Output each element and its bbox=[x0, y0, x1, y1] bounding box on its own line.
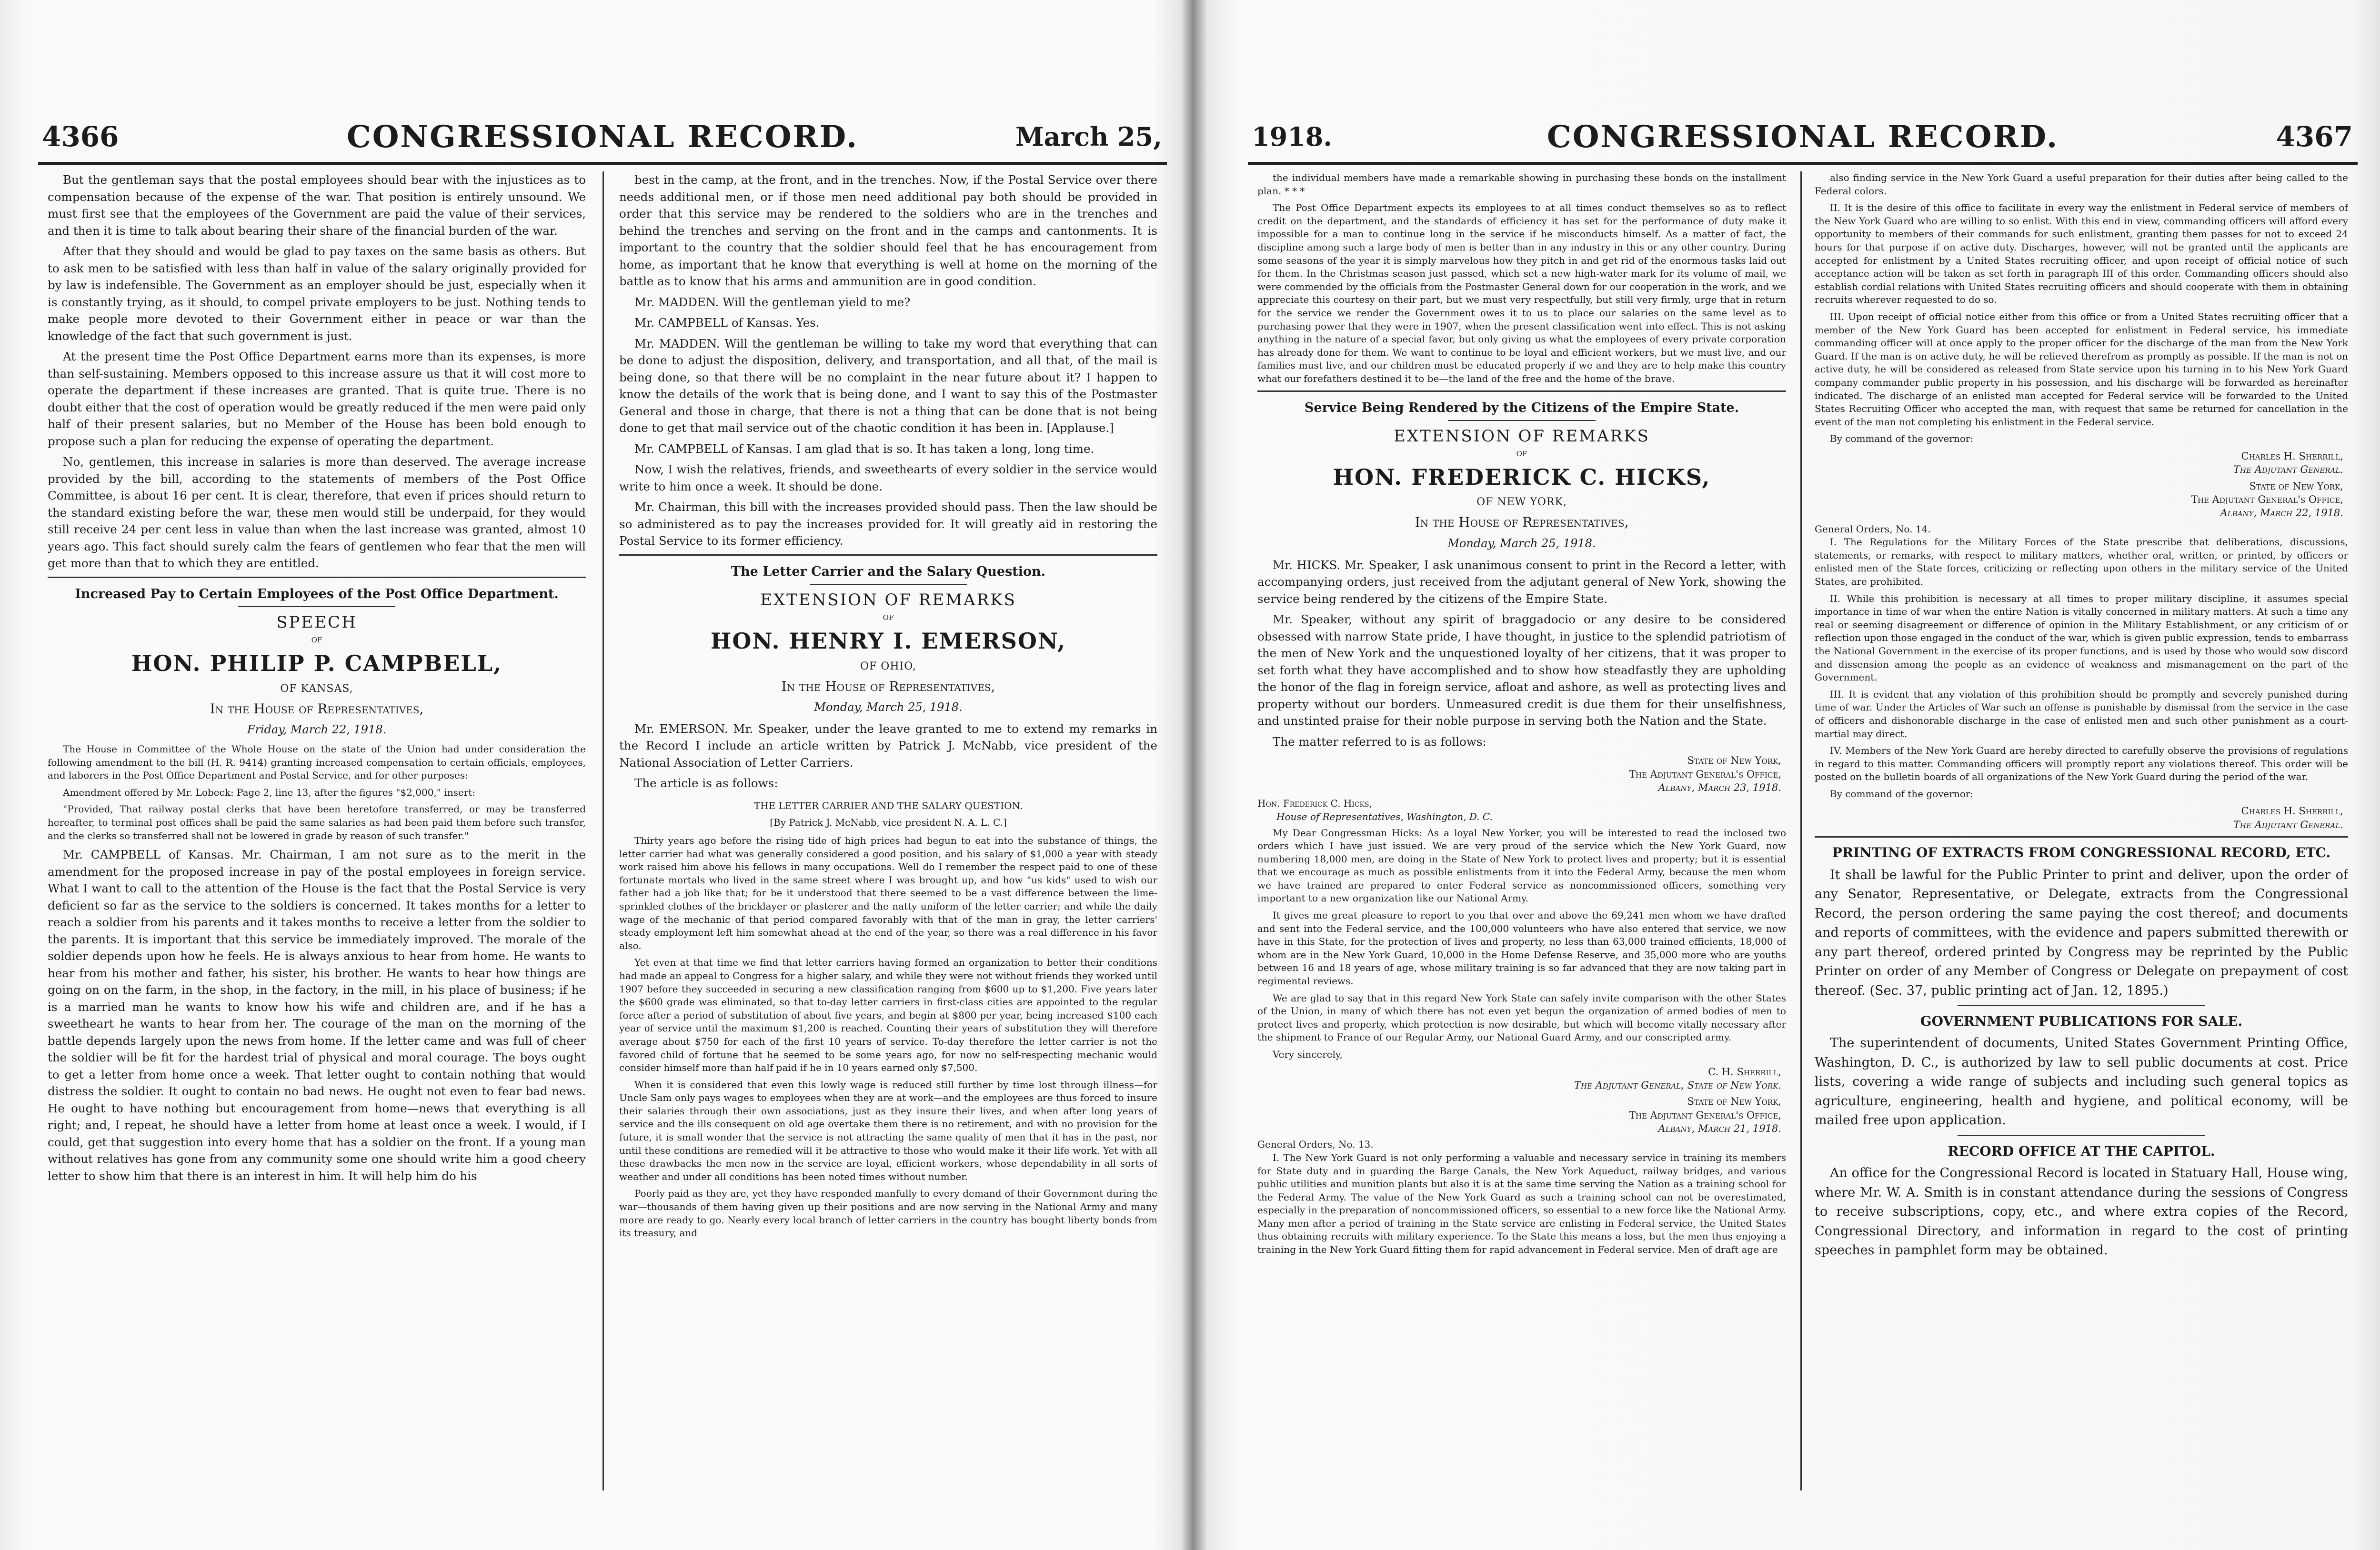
house-label: In the House of Representatives, bbox=[1415, 514, 1629, 530]
right-page-header bbox=[1248, 117, 2358, 160]
letter-heading-line: The Adjutant General's Office, bbox=[1628, 1109, 1781, 1121]
paragraph: It shall be lawful for the Public Printer to print and deliver, upon the order of any Senator, Representative, or Delegate, extracts from the Congressional Record, the person ordering the same paying the cost thereof; and documents and reports of committees, with the evidence and papers submitted therewith or any part thereof, ordered printed by Congress may be reprinted by the Public Printer on order of any Member of Congress or Delegate on prepayment of cost thereof. (Sec. 37, public printing act of Jan. 12, 1895.) bbox=[1815, 867, 2348, 998]
paragraph: Mr. Chairman, this bill with the increases provided should pass. Then the law should be so administered as to pay the increases provided for. It will greatly aid in restoring the Postal Service to its former efficiency. bbox=[619, 500, 1157, 548]
divider bbox=[810, 584, 967, 585]
signature-name: Charles H. Sherrill, bbox=[2241, 805, 2343, 817]
paragraph: Mr. HICKS. Mr. Speaker, I ask unanimous consent to print in the Record a letter, with accompanying orders, just received from the adjutant general of New York, showing the service being rendered by the citizens of the Empire State. bbox=[1257, 558, 1786, 606]
paragraph: The article is as follows: bbox=[634, 776, 778, 790]
paragraph: By command of the governor: bbox=[1830, 788, 1974, 800]
paragraph: Poorly paid as they are, yet they have responded manfully to every demand of their Government during the war—thousands of them having given up their positions and are now serving in the National Army and many more are ready to go. Nearly every local branch of letter carriers in the country has bought liberty bonds from its treasury, and bbox=[619, 1188, 1157, 1239]
remarks-kind: SPEECH bbox=[276, 612, 357, 632]
section-title: Service Being Rendered by the Citizens of the Empire State. bbox=[1304, 400, 1739, 415]
paragraph: Mr. EMERSON. Mr. Speaker, under the leave granted to me to extend my remarks in the Record I include an article written by Patrick J. McNabb, vice president of the National Association of Letter Carriers. bbox=[619, 721, 1157, 770]
paragraph: II. It is the desire of this office to facilitate in every way the enlistment in Federal service of members of the New York Guard who are willing to so enlist. With this end in view, commanding officers will afford every opportunity to members of their commands for such enlistment, granting them passes for not to exceed 24 hours for that purpose if on active duty. Discharges, however, will not be granted until the applicants are accepted for enlistment by a United States recruiting officer, and upon receipt of official notice of such acceptance action will be taken as set forth in paragraph III of this order. Commanding officers should also establish cordial relations with United States recruiting officers and should cooperate with them in obtaining recruits wherever requested to do so. bbox=[1815, 202, 2348, 306]
speech-date: Friday, March 22, 1918. bbox=[247, 723, 387, 737]
notice-title: GOVERNMENT PUBLICATIONS FOR SALE. bbox=[1920, 1013, 2243, 1030]
letter-heading-line: Albany, March 21, 1918. bbox=[1658, 1122, 1781, 1134]
paragraph: By command of the governor: bbox=[1830, 433, 1974, 445]
paragraph: Mr. CAMPBELL of Kansas. Yes. bbox=[634, 316, 820, 330]
paragraph: the individual members have made a remarkable showing in purchasing these bonds on the installment plan. * * * bbox=[1257, 172, 1786, 197]
letter-signature bbox=[1819, 450, 2343, 477]
paragraph: The superintendent of documents, United States Government Printing Office, Washington, D. C., is authorized by law to sell public documents at cost. Price lists, covering a wide range of subjects and including such general topics as agriculture, engineering, health and hygiene, and political economy, will be mailed free upon application. bbox=[1815, 1036, 2348, 1128]
newspaper-title: CONGRESSIONAL RECORD. bbox=[1546, 119, 2059, 155]
paragraph: No, gentlemen, this increase in salaries is more than deserved. The average increase provided by the bill, according to the statements of members of the Post Office Committee, is about 16 per cent. It is clear, therefore, that even if prices should return to the standard existing before the war, these men would still be underpaid, for they would still receive 24 per cent less in value than when the last increase was granted, almost 10 years ago. This fact should surely calm the fears of gentlemen who fear that the men will get more than that to which they are entitled. bbox=[48, 455, 586, 570]
paragraph: My Dear Congressman Hicks: As a loyal New Yorker, you will be interested to read the inclosed two orders which I have just issued. We are very proud of the service which the New York Guard, now numbering 18,000 men, are doing in the State of New York to protect lives and property; but it is essential that we encourage as much as possible enlistments from it into the Federal Army, because the men whom we have trained are prepared to enter Federal service as noncommissioned officers, something very important to a new organization like our National Army. bbox=[1257, 827, 1786, 904]
letter-heading-line: State of New York, bbox=[1687, 755, 1781, 767]
speaker-state: OF OHIO, bbox=[860, 660, 916, 672]
speaker-name: HON. FREDERICK C. HICKS, bbox=[1333, 464, 1711, 490]
signature-name: C. H. Sherrill, bbox=[1708, 1066, 1781, 1078]
right-page bbox=[1248, 71, 2358, 1500]
left-page bbox=[38, 71, 1167, 1500]
speaker-name: HON. PHILIP P. CAMPBELL, bbox=[131, 650, 502, 676]
paragraph: Mr. MADDEN. Will the gentleman be willing to take my word that everything that can be done to adjust the disposition, delivery, and transportation, and all that, of the mail is being done, so that there will be no complaint in the near future about it? I happen to know the details of the work that is being done, and I want to say this of the Postmaster General and those in charge, that there is not a thing that can be done that is not being done to get that mail service out of the chaotic condition it has been in. [Applause.] bbox=[619, 336, 1157, 435]
signature-name: Charles H. Sherrill, bbox=[2241, 450, 2343, 462]
right-column-1 bbox=[1257, 171, 1786, 1490]
notice-title: PRINTING OF EXTRACTS FROM CONGRESSIONAL RECORD, ETC. bbox=[1832, 845, 2331, 861]
divider bbox=[619, 554, 1157, 556]
paragraph: An office for the Congressional Record is located in Statuary Hall, House wing, where Mr. W. A. Smith is in constant attendance during the sessions of Congress to receive subscriptions, copy, etc., and where extra copies of the Record, Congressional Directory, and information in regard to the cost of printing speeches in pamphlet form may be obtained. bbox=[1815, 1166, 2348, 1258]
paragraph: The matter referred to is as follows: bbox=[1273, 734, 1486, 749]
of-label: OF bbox=[311, 636, 322, 645]
letter-signature bbox=[1819, 804, 2343, 831]
remarks-kind: EXTENSION OF REMARKS bbox=[1394, 426, 1650, 446]
column-separator bbox=[603, 171, 604, 1490]
left-column-1 bbox=[48, 171, 586, 1490]
general-orders-label: General Orders, No. 14. bbox=[1815, 523, 1931, 535]
divider bbox=[1257, 390, 1786, 392]
signature-title: The Adjutant General, State of New York. bbox=[1574, 1079, 1781, 1091]
newspaper-title: CONGRESSIONAL RECORD. bbox=[346, 119, 859, 155]
letter-heading-line: The Adjutant General's Office, bbox=[1628, 768, 1781, 780]
divider bbox=[1958, 1005, 2205, 1006]
house-label: In the House of Representatives, bbox=[210, 700, 424, 717]
paragraph: After that they should and would be glad to pay taxes on the same basis as others. But to ask men to be satisfied with less than half in value of the salary originally provided for by law is indefensible. The Government as an employer should be just, especially when it is constantly trying, as it should, to compel private employers to be just. Nothing tends to make people more devoted to their Government either in peace or war than the knowledge of the fact that such government is just. bbox=[48, 244, 586, 343]
paragraph: best in the camp, at the front, and in the trenches. Now, if the Postal Service over there needs additional men, or if those men need additional pay both should be provided in order that this service may be rendered to the soldiers who are in the trenches and behind the trenches and serving on the front and in the camps and cantonments. It is important to the country that the soldier should feel that he has encouragement from home, as important that he know that everything is well at home on the morning of the battle as to know that his arms and ammunition are in good condition. bbox=[619, 173, 1157, 289]
of-label: OF bbox=[1516, 449, 1527, 458]
of-label: OF bbox=[883, 613, 894, 622]
speaker-state: OF KANSAS, bbox=[280, 682, 353, 695]
letter-signature bbox=[1262, 1065, 1781, 1092]
paragraph: Mr. Speaker, without any spirit of braggadocio or any desire to be considered obsessed with narrow State pride, I have thought, in justice to the splendid patriotism of the men of New York and the unquestioned loyalty of her citizens, that it was proper to set forth what they have accomplished and to show how steadfastly they are upholding the honor of the flag in foreign service, afloat and ashore, as well as protecting lives and property without our borders. Unmeasured credit is due them for their unselfishness, and unstinted praise for their noble purpose in serving both the Nation and the State. bbox=[1257, 612, 1786, 728]
section-title: The Letter Carrier and the Salary Question. bbox=[731, 564, 1046, 579]
left-column-2 bbox=[619, 171, 1157, 1490]
letter-heading-line: State of New York, bbox=[2249, 480, 2343, 492]
paragraph: III. It is evident that any violation of this prohibition should be promptly and severely punished during time of war. Under the Articles of War such an offense is punishable by dismissal from the service in the case of officers and dishonorable discharge in the case of enlisted men and such other punishment as a court-martial may direct. bbox=[1815, 688, 2348, 740]
letter-heading-line: Albany, March 23, 1918. bbox=[1658, 781, 1781, 793]
letter-heading-line: The Adjutant General's Office, bbox=[2190, 493, 2343, 505]
paragraph: Very sincerely, bbox=[1273, 1049, 1343, 1060]
paragraph: At the present time the Post Office Department earns more than its expenses, is more than self-sustaining. Members opposed to this increase assure us that it will cost more to operate the department if these increases are granted. That is quite true. There is no doubt either that the cost of operation would be greatly reduced if the men were paid only half of their present salaries, but no Member of the House has been bold enough to propose such a plan for reducing the expense of operating the department. bbox=[48, 350, 586, 448]
header-rule bbox=[1248, 162, 2358, 165]
general-orders-label: General Orders, No. 13. bbox=[1257, 1139, 1374, 1150]
speaker-state: OF NEW YORK, bbox=[1476, 496, 1567, 509]
header-date: March 25, bbox=[1015, 121, 1162, 152]
divider bbox=[1815, 836, 2348, 838]
left-page-header bbox=[38, 117, 1167, 160]
right-column-2 bbox=[1815, 171, 2348, 1490]
divider bbox=[48, 577, 586, 578]
header-date: 1918. bbox=[1252, 121, 1333, 152]
letter-address: House of Representatives, Washington, D. C. bbox=[1276, 810, 1493, 822]
divider bbox=[1448, 420, 1596, 421]
paragraph: When it is considered that even this lowly wage is reduced still further by time lost through illness—for Uncle Sam only pays wages to employees when they are at work—and the employees are thus forced to insure their salaries through their own associations, just as they insure their lives, and when after long years of service and the ills consequent on old age overtake them there is no retirement, and with no provision for the future, it is small wonder that the service is not attracting the same quality of men that it has in the past, nor until these conditions are remedied will it be attractive to those who would make it their life work. Yet with all these drawbacks the men now in the service are loyal, efficient workers, whose dependability in all sorts of weather and under all conditions has been noted times without number. bbox=[619, 1079, 1157, 1182]
paragraph: The Post Office Department expects its employees to at all times conduct themselves so as to reflect credit on the department, and the standards of efficiency it has set for the performance of duty make it impossible for a man to continue long in the service if he misconducts himself. As a matter of fact, the discipline among such a large body of men is better than in any industry in this or any other country. During some seasons of the year it is simply marvelous how they pitch in and get rid of the enormous tasks laid out for them. In the Christmas season just passed, which set a new high-water mark for its volume of mail, we were commended by the officials from the Postmaster General down for our cooperation in the work, and we appreciate this courtesy on their part, but we must very respectfully, but still very firmly, urge that in return for the service we render the Government owes it to us to place our salaries on the same level as to purchasing power that they were in 1907, when the present classification went into effect. This is not asking anything in the nature of a special favor, but only giving us what the employees of every private corporation has already done for them. We want to continue to be loyal and efficient workers, but we must live, and our families must live, and our children must be educated properly if we and they are to help make this country what our forefathers destined it to be—the land of the free and the home of the brave. bbox=[1257, 202, 1786, 384]
paragraph: Thirty years ago before the rising tide of high prices had begun to eat into the substance of things, the letter carrier had what was generally considered a good position, and his salary of $1,000 a year with steady work raised him above his fellows in many occupations. Well do I remember the respect paid to one of these fortunate mortals who lived in the same street where I was brought up, and how "us kids" used to wish our father had a job like that; for be it understood that there seemed to be a vast difference between the lime-sprinkled clothes of the bricklayer or plasterer and the natty uniform of the letter carrier; and while the daily wage of the mechanic of that period compared favorably with that of the man in gray, the letter carriers' steady employment left him somewhat ahead at the end of the year, so there was a real difference in his favor also. bbox=[619, 835, 1157, 951]
signature-title: The Adjutant General. bbox=[2233, 464, 2343, 476]
article-byline: [By Patrick J. McNabb, vice president N. A. L. C.] bbox=[770, 817, 1007, 828]
house-label: In the House of Representatives, bbox=[781, 678, 995, 694]
paragraph: Amendment offered by Mr. Lobeck: Page 2, line 13, after the figures "$2,000," insert: bbox=[63, 786, 476, 798]
article-title: THE LETTER CARRIER AND THE SALARY QUESTION. bbox=[753, 800, 1023, 811]
speaker-name: HON. HENRY I. EMERSON, bbox=[710, 628, 1066, 654]
letter-heading bbox=[1819, 480, 2343, 520]
divider bbox=[238, 606, 395, 607]
paragraph: We are glad to say that in this regard New York State can safely invite comparison with the other States of the Union, in many of which there has not even yet begun the organization of armed bodies of men to protect lives and property, which protection is now desirable, but which will become vitally necessary after the shipment to France of our Regular Army, our National Guard Army, and our conscripted army. bbox=[1257, 992, 1786, 1043]
speech-date: Monday, March 25, 1918. bbox=[814, 700, 963, 714]
paragraph: Yet even at that time we find that letter carriers having formed an organization to better their conditions had made an appeal to Congress for a higher salary, and while they were not without friends they worked until 1907 before they succeeded in securing a new classification ranging from $600 up to $1,200. Five years later the $600 grade was eliminated, so that to-day letter carriers in first-class cities are appointed to the regular force after a period of substitution of about five years, and begin at $800 per year, being increased $100 each year of service until the maximum $1,200 is reached. Counting their years of substitution they will therefore average about $750 for each of the first 10 years of service. To-day therefore the letter carrier is not the favored child of fortune that he seemed to be some years ago, for now no self-respecting mechanic would consider himself more than half paid if he in 10 years earned only $7,500. bbox=[619, 957, 1157, 1074]
speech-date: Monday, March 25, 1918. bbox=[1447, 536, 1596, 550]
column-separator bbox=[1800, 171, 1802, 1490]
paragraph: IV. Members of the New York Guard are hereby directed to carefully observe the provisions of regulations in regard to this matter. Commanding officers will promptly report any violations thereof. This order will be posted on the bulletin boards of all organizations of the New York Guard during the period of the war. bbox=[1815, 745, 2348, 783]
signature-title: The Adjutant General. bbox=[2233, 819, 2343, 830]
letter-heading bbox=[1262, 754, 1781, 794]
paragraph: II. While this prohibition is necessary at all times to proper military discipline, it assumes special importance in time of war when the entire Nation is vitally concerned in military matters. At such a time any real or seeming disagreement or difference of opinion in the Military Establishment, or any criticism of or reflection upon those engaged in the conduct of the war, which is given public expression, tends to embarrass the National Government in the exercise of its proper functions, and is used by those who would sow discord and dissension among the people as an evidence of weakness and mismanagement on the part of the Government. bbox=[1815, 592, 2348, 683]
paragraph: Mr. MADDEN. Will the gentleman yield to me? bbox=[634, 295, 911, 309]
letter-address: Hon. Frederick C. Hicks, bbox=[1257, 798, 1372, 810]
letter-heading-line: Albany, March 22, 1918. bbox=[2220, 507, 2343, 519]
remarks-kind: EXTENSION OF REMARKS bbox=[760, 590, 1016, 610]
paragraph: "Provided, That railway postal clerks that have been heretofore transferred, or may be transferred hereafter, to terminal post offices shall be paid the same salaries as had been paid them before such transfer, and the clerks so transferred shall not be lowered in grade by reason of such transfer." bbox=[48, 803, 586, 841]
header-rule bbox=[38, 162, 1167, 165]
paragraph: Mr. CAMPBELL of Kansas. I am glad that is so. It has taken a long, long time. bbox=[634, 441, 1095, 456]
paragraph: III. Upon receipt of official notice either from this office or from a United States recruiting officer that a member of the New York Guard has been accepted for enlistment in Federal service, his immediate commanding officer will at once apply to the proper officer for the discharge of the man from the New York Guard. If the man is on active duty, he will be relieved therefrom as promptly as possible. If the man is not on active duty, he will be considered as released from State service upon his turning in to his New York Guard company commander public property in his possession, and his discharge will be forwarded as hereinafter indicated. The discharge of an enlisted man accepted for Federal service will be forwarded to the United States Recruiting Officer who accepted the man, with request that same be returned for cancellation in the event of the man not completing his enlistment in the Federal service. bbox=[1815, 310, 2348, 428]
paragraph: I. The Regulations for the Military Forces of the State prescribe that deliberations, discussions, statements, or remarks, with respect to military matters, whether oral, written, or printed, by officers or enlisted men of the State forces, criticizing or reflecting upon others in the military service of the United States, are prohibited. bbox=[1815, 536, 2348, 587]
letter-heading bbox=[1262, 1095, 1781, 1135]
paragraph: Now, I wish the relatives, friends, and sweethearts of every soldier in the service would write to him once a week. It should be done. bbox=[619, 462, 1157, 493]
paragraph: I. The New York Guard is not only performing a valuable and necessary service in training its members for State duty and in guarding the Barge Canals, the New York Aqueduct, railway bridges, and various public utilities and munition plants but also it is at the same time serving the Nation as a training school for the Federal Army. The value of the New York Guard as such a training school can not be overestimated, especially in the preparation of noncommissioned officers, so essential to a new force like the National Army. Many men after a period of training in the State service are enlisting in Federal service, the United States thus obtaining recruits with military experience. To the State this means a loss, but the men thus enjoying a training in the New York Guard fitting them for rapid advancement in Federal service. Men of draft age are bbox=[1257, 1151, 1786, 1256]
divider bbox=[1958, 1135, 2205, 1136]
paragraph: also finding service in the New York Guard a useful preparation for their duties after being called to the Federal colors. bbox=[1815, 172, 2348, 197]
page-number: 4367 bbox=[2276, 120, 2353, 153]
paragraph: Mr. CAMPBELL of Kansas. Mr. Chairman, I am not sure as to the merit in the amendment for the proposed increase in pay of the postal employees in foreign service. What I want to call to the attention of the House is the fact that the Postal Service is very deficient so far as the service to the soldiers is concerned. It takes months for a letter to reach a soldier from his parents and it takes months to receive a letter from the soldier to the parents. It is important that this service be immediately improved. The morale of the soldier depends upon how he feels. He is always anxious to hear from home. He wants to hear from his mother and father, his sister, his brother. He wants to hear how things are going on on the farm, in the shop, in the factory, in the mill, in his place of business; if he is a married man he wants to know how his wife and children are, and if he has a sweetheart he wants to hear from her. The courage of the man on the morning of the battle depends largely upon the news from home. If the letter came and was full of cheer the soldier will be fit for the hardest trial of physical and moral courage. The boys ought to get a letter from home once a week. That letter ought to contain nothing that would distress the soldier. It ought to contain no bad news. He ought not even to fear bad news. He ought to have nothing but encouragement from home—news that everything is all right; and, I repeat, he should have a letter from home at least once a week. I would, if I could, get that suggestion into every home that has a soldier on the front. If a young man without relatives has gone from any community some one should write him a good cheery letter to show him that there is an interest in him. It will help him do his bbox=[48, 848, 586, 1183]
paragraph: But the gentleman says that the postal employees should bear with the injustices as to compensation because of the expense of the war. That position is entirely unsound. We must first see that the employees of the Government are paid the value of their services, and then it is time to talk about bearing their share of the financial burden of the war. bbox=[48, 173, 586, 238]
letter-heading-line: State of New York, bbox=[1687, 1096, 1781, 1108]
paragraph: It gives me great pleasure to report to you that over and above the 69,241 men whom we have drafted and sent into the Federal service, and the 100,000 volunteers who have also entered that service, we now have in this State, for the protection of lives and property, no less than 63,000 trained efficients, 18,000 of whom are in the New York Guard, 10,000 in the Home Defense Reserve, and 35,000 more who are youths between 16 and 18 years of age, whose military training is so far advanced that they are now taking part in regimental reviews. bbox=[1257, 910, 1786, 987]
page-number: 4366 bbox=[42, 120, 119, 153]
section-title: Increased Pay to Certain Employees of the Post Office Department. bbox=[75, 586, 559, 601]
notice-title: RECORD OFFICE AT THE CAPITOL. bbox=[1948, 1143, 2215, 1159]
paragraph: The House in Committee of the Whole House on the state of the Union had under consideration the following amendment to the bill (H. R. 9414) granting increased compensation to certain officials, employees, and laborers in the Post Office Department and Postal Service, and for other purposes: bbox=[48, 743, 586, 781]
